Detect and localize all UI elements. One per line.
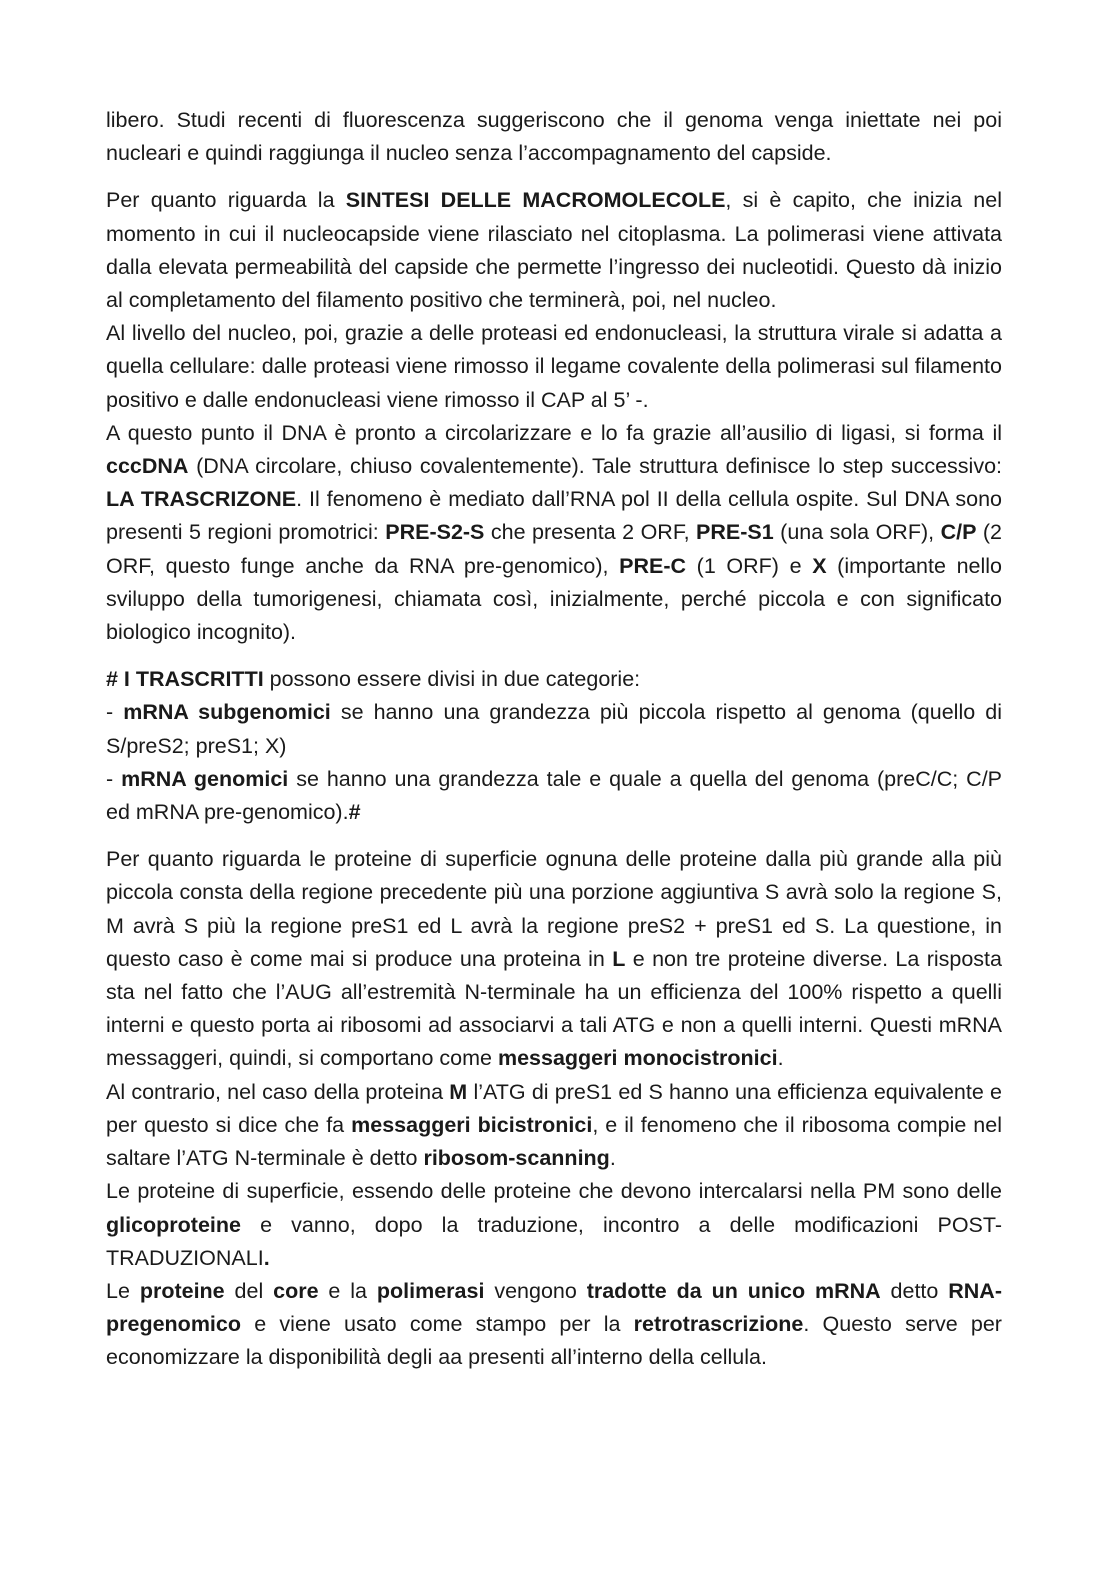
paragraph-glycoproteins: Le proteine di superficie, essendo delle proteine che devono intercalarsi nella PM sono delle glicoproteine e vanno, dopo la traduzione, incontro a delle modificazioni POST-TRADUZIONALI. — [106, 1179, 1002, 1270]
transcripts-heading: # I TRASCRITTI possono essere divisi in due categorie: — [106, 667, 641, 692]
paragraph-surface-proteins: Per quanto riguarda le proteine di superficie ognuna delle proteine dalla più grande alla più piccola consta della regione precedente più una porzione aggiuntiva S avrà solo la regione S, M avrà S più la regione preS1 ed L avrà la regione preS2 + preS1 ed S. La questione, in questo caso è come mai si produce una proteina in L e non tre proteine diverse. La risposta sta nel fatto che l’AUG all’estremità N-terminale ha un efficienza del 100% rispetto a quelli interni e questo porta ai ribosomi ad associarvi a tali ATG e non a quelli interni. Questi mRNA messaggeri, quindi, si comportano come messaggeri monocistronici. — [106, 847, 1002, 1071]
list-item-genomic: - mRNA genomici se hanno una grandezza tale e quale a quella del genoma (preC/C; C/P ed mRNA pre-genomico).# — [106, 766, 1003, 825]
paragraph-3: Al livello del nucleo, poi, grazie a delle proteasi ed endonucleasi, la struttura virale si adatta a quella cellulare: dalle proteasi viene rimosso il legame covalente della polimerasi sul filamento positivo e dalle endonucleasi viene rimosso il CAP al 5’ -. — [106, 321, 1002, 412]
document-page — [106, 104, 1002, 1375]
paragraph-1: libero. Studi recenti di fluorescenza suggeriscono che il genoma venga iniettate nei poi nucleari e quindi raggiunga il nucleo senza l’accompagnamento del capside. — [106, 108, 1002, 166]
paragraph-protein-m: Al contrario, nel caso della proteina M l’ATG di preS1 ed S hanno una efficienza equivalente e per questo si dice che fa messaggeri bicistronici, e il fenomeno che il ribosoma compie nel saltare l’ATG N-terminale è detto ribosom-scanning. — [106, 1079, 1002, 1171]
paragraph-4: A questo punto il DNA è pronto a circolarizzare e lo fa grazie all’ausilio di ligasi, si forma il cccDNA (DNA circolare, chiuso covalentemente). Tale struttura definisce lo step successivo: LA TRASCRIZONE. Il fenomeno è mediato dall’RNA pol II della cellula ospite. Sul DNA sono presenti 5 regioni promotrici: PRE-S2-S che presenta 2 ORF, PRE-S1 (una sola ORF), C/P (2 ORF, questo funge anche da RNA pre-genomico), PRE-C (1 ORF) e X (importante nello sviluppo della tumorigenesi, chiamata così, inizialmente, perché piccola e con significato biologico incognito). — [106, 420, 1003, 645]
list-item-subgenomic: - mRNA subgenomici se hanno una grandezza più piccola rispetto al genoma (quello di S/preS2; preS1; X) — [106, 700, 1002, 758]
paragraph-2: Per quanto riguarda la SINTESI DELLE MACROMOLECOLE, si è capito, che inizia nel momento in cui il nucleocapside viene rilasciato nel citoplasma. La polimerasi viene attivata dalla elevata permeabilità del capside che permette l’ingresso dei nucleotidi. Questo dà inizio al completamento del filamento positivo che terminerà, poi, nel nucleo. — [106, 188, 1003, 313]
paragraph-core-proteins: Le proteine del core e la polimerasi vengono tradotte da un unico mRNA detto RNA-pregenomico e viene usato come stampo per la retrotrascrizione. Questo serve per economizzare la disponibilità degli aa presenti all’interno della cellula. — [106, 1278, 1002, 1370]
